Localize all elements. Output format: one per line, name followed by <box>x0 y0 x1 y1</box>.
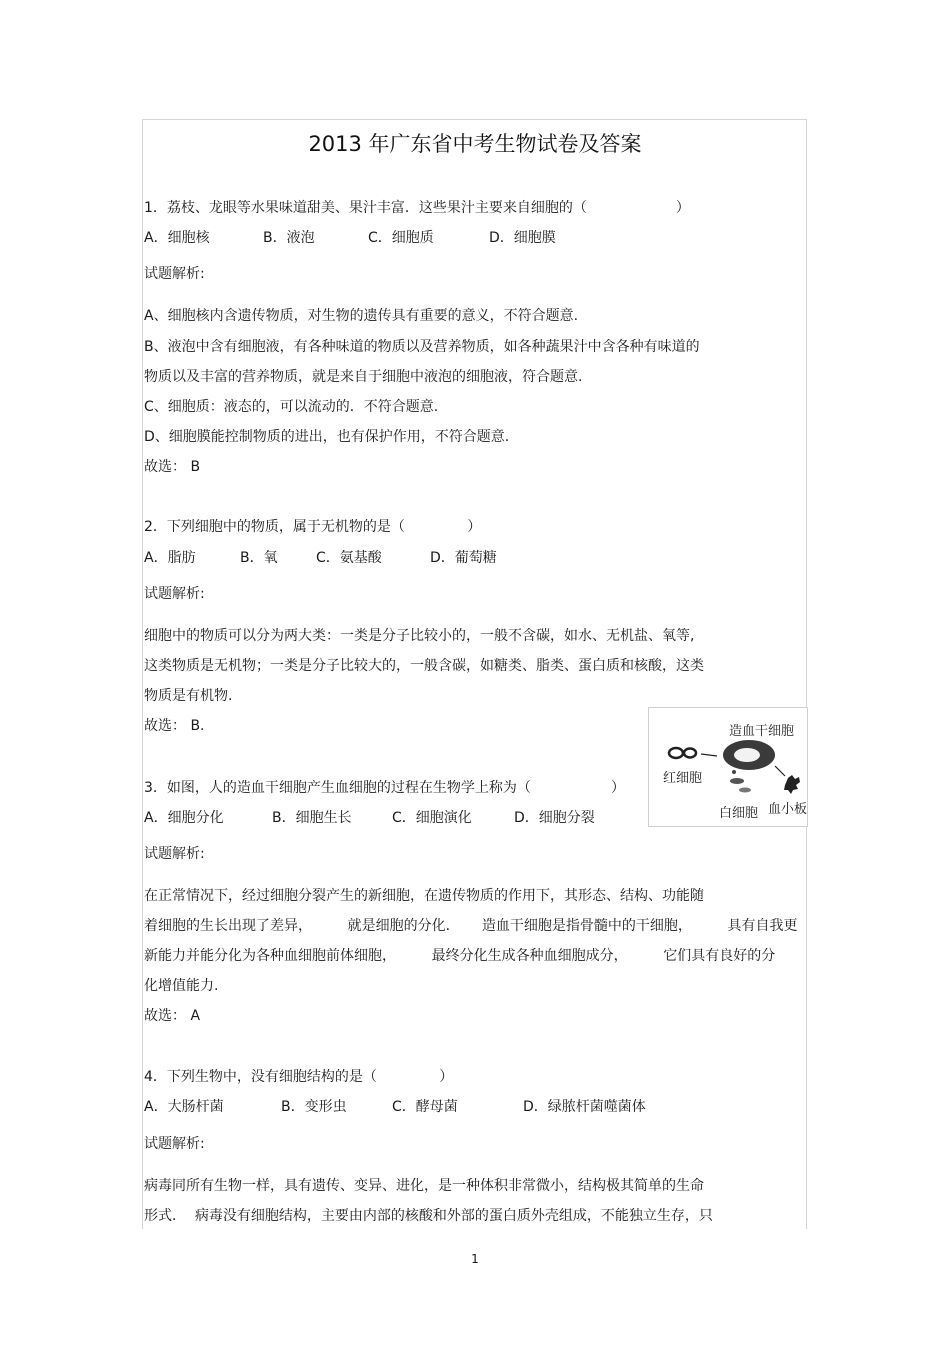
q3-option-b: B．细胞生长 <box>272 810 352 826</box>
q1-analysis-line: C、细胞质：液态的，可以流动的．不符合题意. <box>144 399 439 415</box>
q3-analysis-label: 试题解析: <box>144 846 205 862</box>
q3-stem: 3．如图，人的造血干细胞产生血细胞的过程在生物学上称为（ ） <box>144 780 626 796</box>
q3-analysis-line: 着细胞的生长出现了差异， 就是细胞的分化． 造血干细胞是指骨髓中的干细胞， 具有自我更 <box>144 918 798 934</box>
page-number: 1 <box>471 1252 479 1266</box>
q1-answer: 故选： B <box>144 459 201 475</box>
q3-option-c: C．细胞演化 <box>392 810 472 826</box>
q2-stem: 2．下列细胞中的物质，属于无机物的是（ ） <box>144 519 482 535</box>
q1-option-c: C．细胞质 <box>368 230 434 246</box>
q4-option-b: B．变形虫 <box>281 1099 347 1115</box>
white-cell-label: 白细胞 <box>719 806 759 821</box>
white-cell-shape <box>732 770 736 774</box>
q4-option-c: C．酵母菌 <box>392 1099 458 1115</box>
stem-cell-nucleus <box>734 748 760 762</box>
q1-analysis-line: A、细胞核内含遗传物质，对生物的遗传具有重要的意义，不符合题意. <box>144 308 579 324</box>
q3-analysis-line: 新能力并能分化为各种血细胞前体细胞， 最终分化生成各种血细胞成分， 它们具有良好的分 <box>144 948 776 964</box>
q1-stem: 1．荔枝、龙眼等水果味道甜美、果汁丰富．这些果汁主要来自细胞的（ ） <box>144 200 690 216</box>
q4-analysis-line: 病毒同所有生物一样，具有遗传、变异、进化，是一种体积非常微小，结构极其简单的生命 <box>144 1178 704 1194</box>
arrow-line <box>775 766 785 776</box>
white-cell-shape <box>739 788 751 793</box>
q2-analysis-line: 细胞中的物质可以分为两大类：一类是分子比较小的，一般不含碳，如水、无机盐、氧等, <box>144 628 695 644</box>
document-title: 2013 年广东省中考生物试卷及答案 <box>308 132 642 156</box>
q1-analysis-line: 物质以及丰富的营养物质，就是来自于细胞中液泡的细胞液，符合题意. <box>144 369 583 385</box>
q4-analysis-line: 形式． 病毒没有细胞结构，主要由内部的核酸和外部的蛋白质外壳组成，不能独立生存，只 <box>144 1208 713 1224</box>
q2-analysis-label: 试题解析: <box>144 586 205 602</box>
stem-cell-label: 造血干细胞 <box>729 724 795 739</box>
q3-analysis-line: 在正常情况下，经过细胞分裂产生的新细胞，在遗传物质的作用下，其形态、结构、功能随 <box>144 888 704 904</box>
platelet-label: 血小板 <box>768 802 808 817</box>
red-cell-label: 红细胞 <box>663 771 703 786</box>
q1-option-a: A．细胞核 <box>144 230 210 246</box>
q4-analysis-label: 试题解析: <box>144 1136 205 1152</box>
q4-stem: 4．下列生物中，没有细胞结构的是（ ） <box>144 1069 454 1085</box>
q2-option-d: D．葡萄糖 <box>430 550 497 566</box>
q3-analysis-line: 化增值能力. <box>144 978 219 994</box>
q2-option-c: C．氨基酸 <box>316 550 382 566</box>
blood-cell-differentiation-figure <box>648 707 808 827</box>
red-cell-shape <box>669 748 683 758</box>
q4-option-a: A．大肠杆菌 <box>144 1099 224 1115</box>
platelet-shape <box>784 775 800 794</box>
q1-option-d: D．细胞膜 <box>489 230 556 246</box>
red-cell-shape <box>684 749 696 758</box>
q3-option-a: A．细胞分化 <box>144 810 224 826</box>
q3-option-d: D．细胞分裂 <box>514 810 595 826</box>
q2-analysis-line: 这类物质是无机物；一类是分子比较大的，一般含碳，如糖类、脂类、蛋白质和核酸，这类 <box>144 658 704 674</box>
q1-option-b: B．液泡 <box>263 230 315 246</box>
q2-analysis-line: 物质是有机物. <box>144 688 233 704</box>
q4-option-d: D．绿脓杆菌噬菌体 <box>523 1099 646 1115</box>
q1-analysis-line: D、细胞膜能控制物质的进出，也有保护作用，不符合题意. <box>144 429 510 445</box>
q2-answer: 故选： B. <box>144 718 205 734</box>
white-cell-shape <box>730 778 744 784</box>
arrow-line <box>701 754 717 756</box>
q1-analysis-label: 试题解析: <box>144 266 205 282</box>
q2-option-b: B．氧 <box>240 550 278 566</box>
q1-analysis-line: B、液泡中含有细胞液，有各种味道的物质以及营养物质，如各种蔬果汁中含各种有味道的 <box>144 339 700 355</box>
q2-option-a: A．脂肪 <box>144 550 196 566</box>
q3-answer: 故选： A <box>144 1008 201 1024</box>
